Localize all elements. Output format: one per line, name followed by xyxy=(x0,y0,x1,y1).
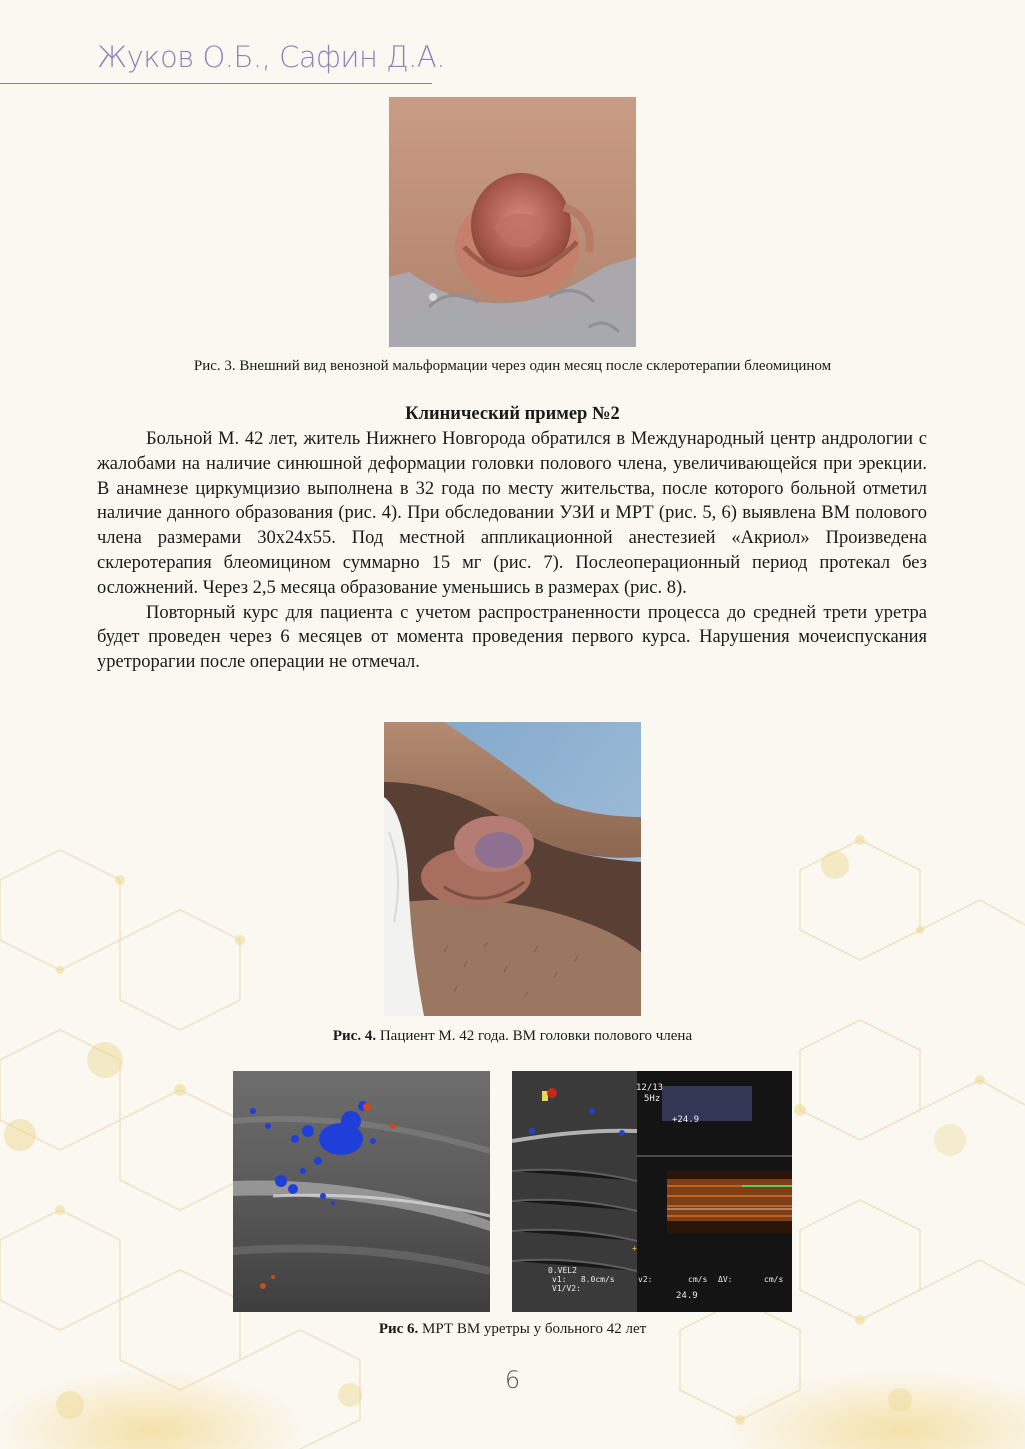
figure-3-caption: Рис. 3. Внешний вид венозной мальформации через один месяц после склеротерапии блеомицином xyxy=(193,358,832,374)
figure-3-photo xyxy=(389,97,636,347)
velocity-label: 0.VEL2 xyxy=(548,1266,577,1275)
v1v2-label: V1/V2: xyxy=(552,1284,581,1293)
header-authors: Жуков О.Б., Сафин Д.А. xyxy=(97,40,445,74)
figure-6-doppler-image xyxy=(233,1071,490,1312)
figure-6-label: Рис 6. xyxy=(378,1321,419,1337)
figure-6-text: МРТ ВМ уретры у больного 42 лет xyxy=(418,1321,647,1337)
figure-6-caption xyxy=(0,1320,1025,1338)
figure-6-spectral-image xyxy=(512,1071,792,1312)
scale-bottom-label: 24.9 xyxy=(676,1291,698,1301)
cms-label-2: cm/s xyxy=(764,1275,784,1284)
figure-4-label: Рис. 4. xyxy=(332,1028,377,1044)
page-number: 6 xyxy=(504,1366,521,1394)
header-divider xyxy=(0,83,432,84)
v1-readout: v1: 8.0cm/s xyxy=(552,1275,615,1284)
section-title: Клинический пример №2 xyxy=(405,404,620,424)
frame-rate-label: 12/13 xyxy=(636,1083,664,1093)
cms-label-1: cm/s xyxy=(688,1275,708,1284)
svg-text:+: + xyxy=(632,1244,637,1253)
v2-readout: v2: xyxy=(638,1275,653,1284)
delta-v-label: ΔV: xyxy=(718,1275,733,1284)
frequency-label: 5Hz xyxy=(644,1094,661,1104)
scale-top-label: +24.9 xyxy=(672,1115,700,1125)
body-text xyxy=(97,427,927,675)
figure-4-photo xyxy=(384,722,641,1016)
paragraph: Больной М. 42 лет, житель Нижнего Новгорода обратился в Международный центр андрологии с жалобами на наличие синюшной деформации головки полового члена, увеличивающейся при эрекции. В анамнезе циркумцизио выполнена в 32 года по месту жительства, после которого больной отметил наличие данного образования (рис. 4). При обследовании УЗИ и МРТ (рис. 5, 6) выявлена ВМ полового члена размерами 30х24х55. Под местной аппликационной анестезией «Акриол» Произведена склеротерапия блеомицином суммарно 15 мг (рис. 7). Послеоперационный период протекал без осложнений. Через 2,5 месяца образование уменьшись в размерах (рис. 8). xyxy=(97,429,927,598)
figure-4-text: Пациент М. 42 года. ВМ головки полового члена xyxy=(376,1028,693,1044)
paragraph: Повторный курс для пациента с учетом распространенности процесса до средней трети уретра будет проведен через 6 месяцев от момента проведения первого курса. Нарушения мочеиспускания уретрорагии после операции не отмечал. xyxy=(97,602,927,673)
figure-4-caption xyxy=(0,1027,1025,1045)
